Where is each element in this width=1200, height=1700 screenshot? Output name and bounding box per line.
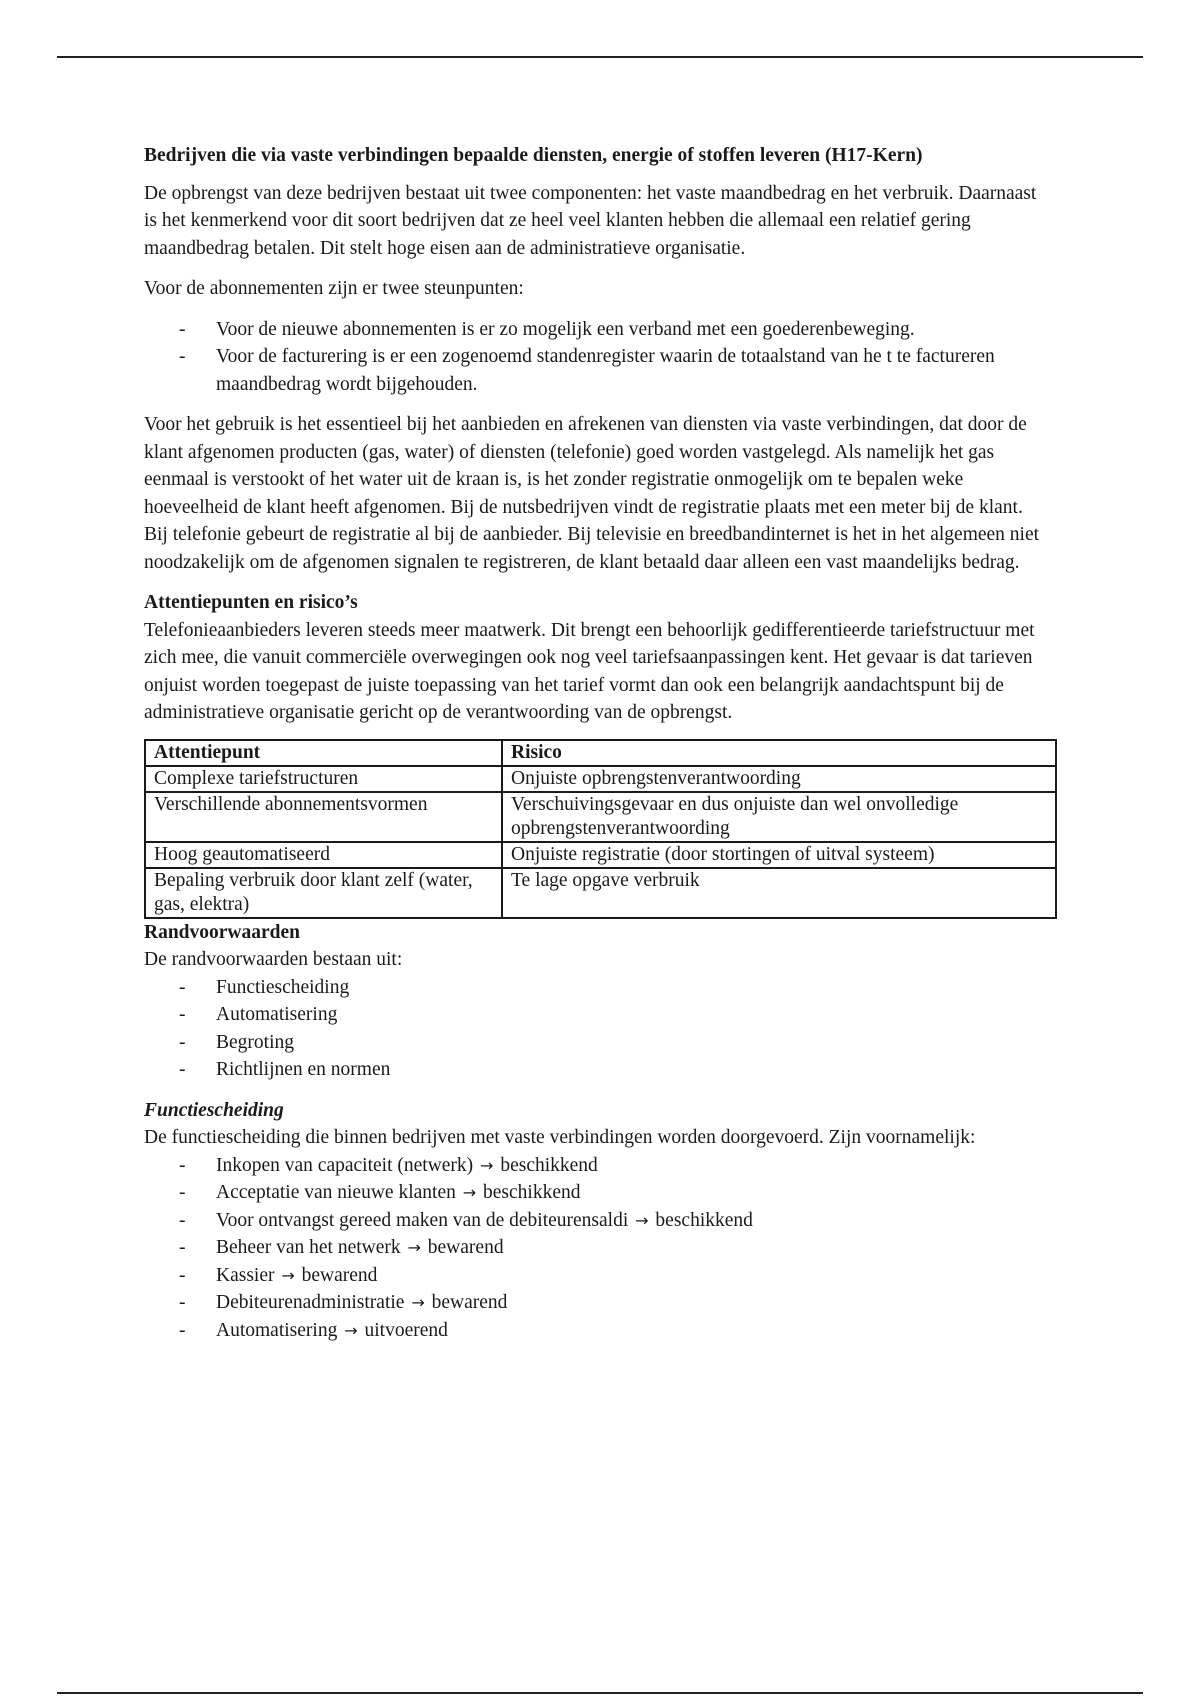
table-cell: Hoog geautomatiseerd bbox=[145, 842, 502, 868]
list-item: - Automatisering bbox=[216, 1001, 1049, 1029]
table-cell: Verschillende abonnementsvormen bbox=[145, 792, 502, 842]
table-row bbox=[145, 766, 1056, 792]
list-item: - Voor de facturering is er een zogenoemd standenregister waarin de totaalstand van he t te factureren maandbedrag wordt bijgehouden. bbox=[216, 343, 1049, 398]
function-type: beschikkend bbox=[500, 1154, 598, 1176]
attentie-heading: Attentiepunten en risico’s bbox=[144, 592, 358, 613]
list-item: - Voor de nieuwe abonnementen is er zo mogelijk een verband met een goederenbeweging. bbox=[216, 316, 1049, 344]
function-type: uitvoerend bbox=[364, 1319, 448, 1341]
function-task: Kassier bbox=[216, 1264, 275, 1286]
function-type: bewarend bbox=[301, 1264, 378, 1286]
gebruik-paragraph: Voor het gebruik is het essentieel bij het aanbieden en afrekenen van diensten via vaste verbindingen, dat door de klant afgenomen producten (gas, water) of diensten (telefonie) goed worden vastgelegd. Als namelijk het gas eenmaal is verstookt of het water uit de kraan is, is het zonder registratie onmogelijk om te bepalen weke hoeveelheid de klant heeft afgenomen. Bij de nutsbedrijven vindt de registratie plaats met een meter bij de klant. Bij telefonie gebeurt de registratie al bij de aanbieder. Bij televisie en breedbandinternet is het in het algemeen niet noodzakelijk om de afgenomen signalen te registreren, de klant betaald daar alleen een vast maandelijks bedrag. bbox=[144, 414, 1040, 573]
list-item bbox=[216, 1234, 1049, 1262]
function-type: beschikkend bbox=[655, 1209, 753, 1231]
table-cell: Complexe tariefstructuren bbox=[145, 766, 502, 792]
arrow-right-icon: → bbox=[411, 1293, 425, 1312]
steunpunten-list bbox=[144, 316, 1049, 399]
function-type: beschikkend bbox=[483, 1182, 581, 1203]
list-item: - Begroting bbox=[216, 1029, 1049, 1057]
table-row bbox=[145, 868, 1056, 918]
table-row bbox=[145, 792, 1056, 842]
intro-paragraph: De opbrengst van deze bedrijven bestaat uit twee componenten: het vaste maandbedrag en het verbruik. Daarnaast is het kenmerkend voor dit soort bedrijven dat ze heel veel klanten hebben die allemaal een relatief gering maandbedrag betalen. Dit stelt hoge eisen aan de administratieve organisatie. bbox=[144, 182, 1037, 259]
list-item bbox=[216, 1317, 1049, 1345]
list-item bbox=[216, 1289, 1049, 1317]
functiescheiding-list bbox=[144, 1152, 1049, 1345]
function-type: bewarend bbox=[427, 1237, 504, 1258]
function-task: Debiteurenadministratie bbox=[216, 1292, 405, 1313]
document-body bbox=[144, 142, 1049, 1344]
list-item bbox=[216, 1152, 1049, 1180]
functiescheiding-heading: Functiescheiding bbox=[144, 1099, 284, 1121]
randvoorwaarden-list bbox=[144, 974, 1049, 1084]
table-header-row bbox=[145, 740, 1056, 766]
arrow-right-icon: → bbox=[462, 1183, 477, 1202]
table-cell: Onjuiste registratie (door stortingen of uitval systeem) bbox=[502, 842, 1056, 868]
list-item: - Functiescheiding bbox=[216, 974, 1049, 1002]
footer-rule bbox=[57, 1692, 1143, 1694]
randvoorwaarden-heading: Randvoorwaarden bbox=[144, 921, 301, 943]
list-item bbox=[216, 1179, 1049, 1207]
function-task: Beheer van het netwerk bbox=[216, 1237, 401, 1258]
functiescheiding-intro: De functiescheiding die binnen bedrijven met vaste verbindingen worden doorgevoerd. Zijn voornamelijk: bbox=[144, 1127, 976, 1148]
arrow-right-icon: → bbox=[281, 1265, 295, 1285]
function-task: Inkopen van capaciteit (netwerk) bbox=[216, 1154, 474, 1176]
function-task: Voor ontvangst gereed maken van de debiteurensaldi bbox=[216, 1209, 629, 1231]
arrow-right-icon: → bbox=[407, 1238, 421, 1257]
function-task: Acceptatie van nieuwe klanten bbox=[216, 1182, 456, 1203]
table-cell: Te lage opgave verbruik bbox=[502, 868, 1056, 918]
abonnementen-intro: Voor de abonnementen zijn er twee steunpunten: bbox=[144, 278, 524, 299]
arrow-right-icon: → bbox=[480, 1155, 494, 1175]
header-rule bbox=[57, 56, 1143, 58]
table-row bbox=[145, 842, 1056, 868]
list-item bbox=[216, 1262, 1049, 1290]
list-item: - Richtlijnen en normen bbox=[216, 1056, 1049, 1084]
arrow-right-icon: → bbox=[344, 1320, 358, 1340]
function-type: bewarend bbox=[431, 1292, 508, 1313]
column-header-attentiepunt: Attentiepunt bbox=[145, 740, 502, 766]
randvoorwaarden-intro: De randvoorwaarden bestaan uit: bbox=[144, 949, 403, 970]
table-cell: Verschuivingsgevaar en dus onjuiste dan wel onvolledige opbrengstenverantwoording bbox=[502, 792, 1056, 842]
list-item bbox=[216, 1207, 1049, 1235]
column-header-risico: Risico bbox=[502, 740, 1056, 766]
attentie-paragraph: Telefonieaanbieders leveren steeds meer maatwerk. Dit brengt een behoorlijk gedifferentieerde tariefstructuur met zich mee, die vanuit commerciële overwegingen ook nog veel tariefsaanpassingen kent. Het gevaar is dat tarieven onjuist worden toegepast de juiste toepassing van het tarief vormt dan ook een belangrijk aandachtspunt bij de administratieve organisatie gericht op de verantwoording van de opbrengst. bbox=[144, 619, 1035, 723]
attentiepunten-table bbox=[144, 739, 1057, 919]
function-task: Automatisering bbox=[216, 1319, 338, 1341]
section-heading: Bedrijven die via vaste verbindingen bepaalde diensten, energie of stoffen leveren (H17-Kern) bbox=[144, 145, 923, 166]
table-cell: Bepaling verbruik door klant zelf (water, gas, elektra) bbox=[145, 868, 502, 918]
arrow-right-icon: → bbox=[635, 1210, 649, 1230]
table-cell: Onjuiste opbrengstenverantwoording bbox=[502, 766, 1056, 792]
